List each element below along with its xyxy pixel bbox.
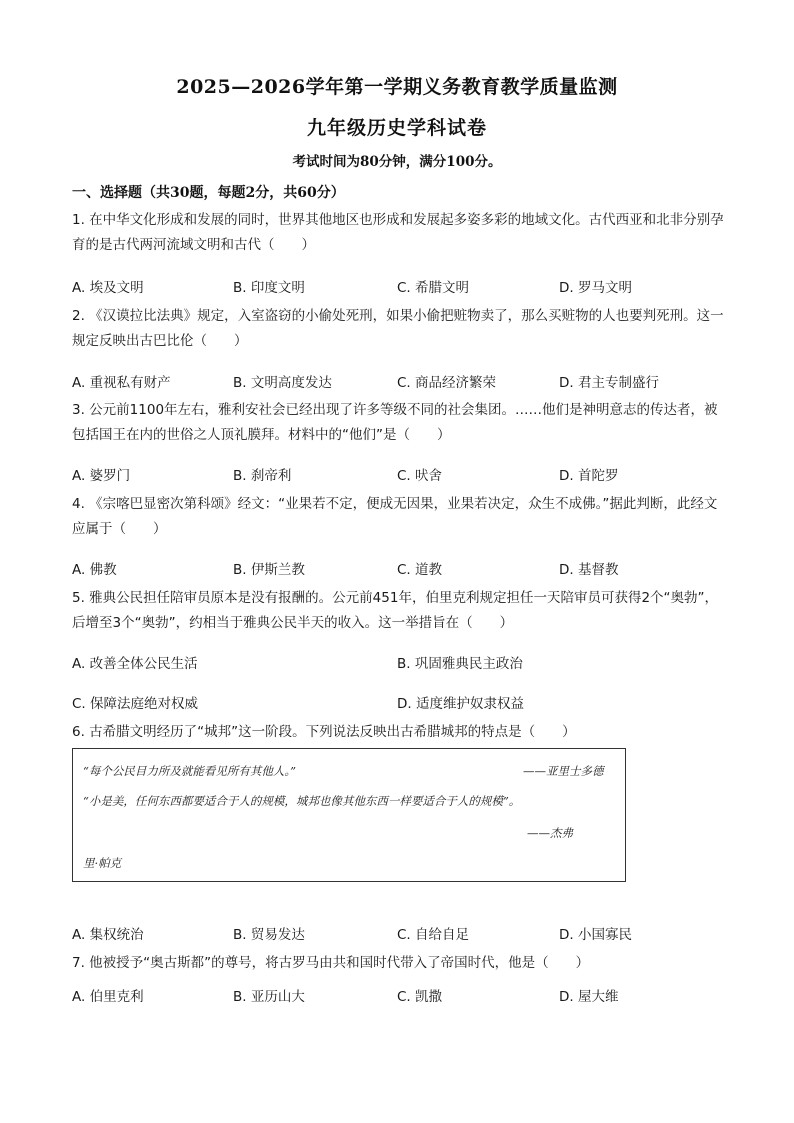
quote-line-2: “小是美，任何东西都要适合于人的规模，城邦也像其他东西一样要适合于人的规模”。 <box>83 794 521 808</box>
quote-source-1: ——亚里士多德 <box>523 764 604 778</box>
exam-title: 2025—2026学年第一学期义务教育教学质量监测 <box>176 76 618 98</box>
question-5-options-row1 <box>72 652 724 674</box>
question-1-text: 1. 在中华文化形成和发展的同时，世界其他地区也形成和发展起多姿多彩的地域文化。古代西亚和北非分别孕育的是古代两河流域文明和古代（ ） <box>72 212 724 253</box>
option-b: B. 印度文明 <box>233 280 305 296</box>
option-d: D. 小国寡民 <box>559 927 632 943</box>
option-b: B. 贸易发达 <box>233 927 305 943</box>
option-c: C. 凯撒 <box>397 989 443 1005</box>
option-d: D. 适度维护奴隶权益 <box>397 696 524 712</box>
option-d: D. 屋大维 <box>559 989 619 1005</box>
quote-box <box>72 748 626 882</box>
question-3-options <box>72 464 724 486</box>
quote-source-2a: ——杰弗 <box>527 826 573 840</box>
option-a: A. 重视私有财产 <box>72 375 171 391</box>
option-b: B. 亚历山大 <box>233 989 305 1005</box>
option-c: C. 保障法庭绝对权威 <box>72 696 199 712</box>
question-2-options <box>72 371 724 393</box>
exam-info: 考试时间为80分钟，满分100分。 <box>292 154 502 170</box>
option-a: A. 集权统治 <box>72 927 144 943</box>
option-d: D. 基督教 <box>559 562 619 578</box>
option-a: A. 佛教 <box>72 562 117 578</box>
question-7-options <box>72 985 724 1007</box>
question-5-text: 5. 雅典公民担任陪审员原本是没有报酬的。公元前451年，伯里克利规定担任一天陪审员可获得2个“奥勃”，后增至3个“奥勃”，约相当于雅典公民半天的收入。这一举措旨在（ ） <box>72 590 719 631</box>
question-4-text: 4. 《宗喀巴显密次第科颂》经文：“业果若不定，便成无因果，业果若决定，众生不成佛。”据此判断，此经文应属于（ ） <box>72 496 718 537</box>
section-heading: 一、选择题（共30题，每题2分，共60分） <box>72 185 345 201</box>
option-c: C. 吠舍 <box>397 468 443 484</box>
option-d: D. 首陀罗 <box>559 468 619 484</box>
option-b: B. 刹帝利 <box>233 468 292 484</box>
question-5-options-row2 <box>72 692 724 714</box>
option-d: D. 君主专制盛行 <box>559 375 659 391</box>
option-a: A. 埃及文明 <box>72 280 144 296</box>
option-b: B. 文明高度发达 <box>233 375 332 391</box>
question-1-options <box>72 276 724 298</box>
quote-source-2b: 里·帕克 <box>83 856 122 870</box>
question-2-text: 2. 《汉谟拉比法典》规定，入室盗窃的小偷处死刑，如果小偷把赃物卖了，那么买赃物的人也要判死刑。这一规定反映出古巴比伦（ ） <box>72 308 724 349</box>
question-7-text: 7. 他被授予“奥古斯都”的尊号，将古罗马由共和国时代带入了帝国时代，他是（ ） <box>72 955 590 971</box>
question-6-text: 6. 古希腊文明经历了“城邦”这一阶段。下列说法反映出古希腊城邦的特点是（ ） <box>72 724 576 740</box>
question-6-options <box>72 923 724 945</box>
quote-line-1: “每个公民目力所及就能看见所有其他人。” <box>83 764 297 778</box>
option-c: C. 希腊文明 <box>397 280 470 296</box>
option-b: B. 巩固雅典民主政治 <box>397 656 523 672</box>
option-a: A. 婆罗门 <box>72 468 131 484</box>
option-c: C. 自给自足 <box>397 927 470 943</box>
option-d: D. 罗马文明 <box>559 280 632 296</box>
option-c: C. 道教 <box>397 562 443 578</box>
option-b: B. 伊斯兰教 <box>233 562 305 578</box>
exam-subject: 九年级历史学科试卷 <box>306 117 487 139</box>
question-4-options <box>72 558 724 580</box>
option-a: A. 伯里克利 <box>72 989 144 1005</box>
question-3-text: 3. 公元前1100年左右，雅利安社会已经出现了许多等级不同的社会集团。……他们是神明意志的传达者，被包括国王在内的世俗之人顶礼膜拜。材料中的“他们”是（ ） <box>72 402 718 443</box>
option-c: C. 商品经济繁荣 <box>397 375 497 391</box>
option-a: A. 改善全体公民生活 <box>72 656 198 672</box>
